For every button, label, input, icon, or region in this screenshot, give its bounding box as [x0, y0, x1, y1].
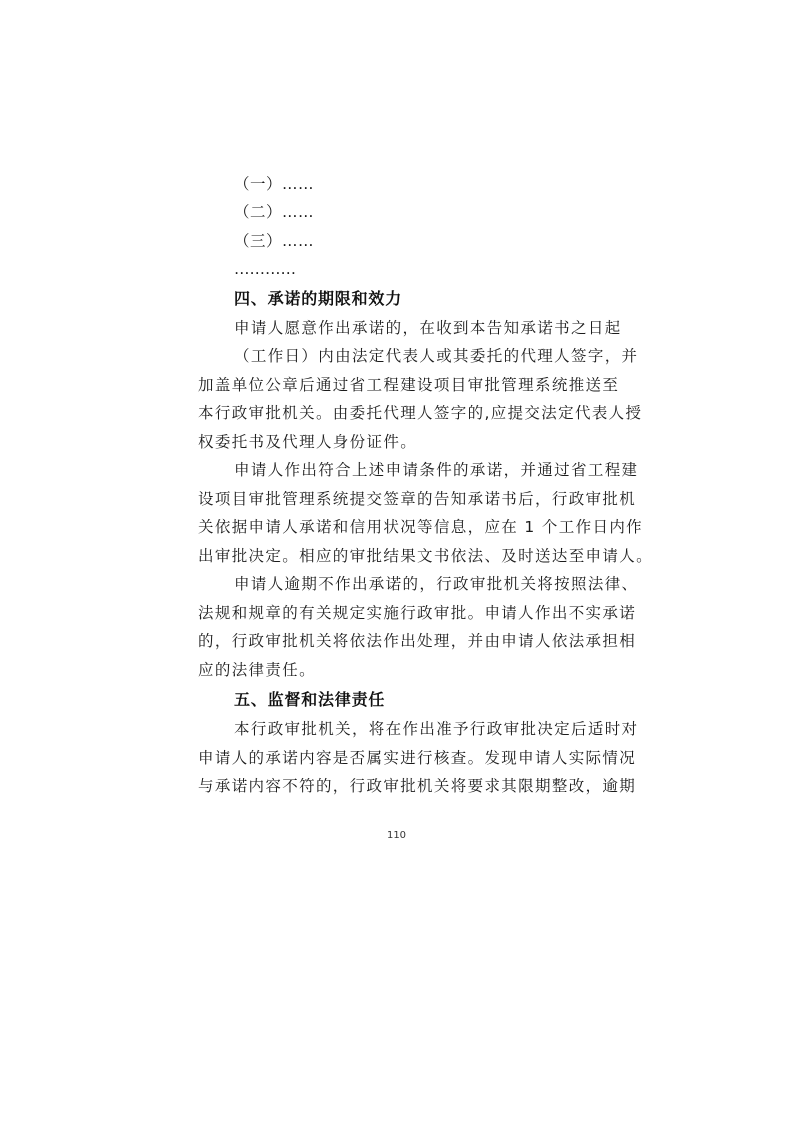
- paragraph-line: 申请人作出符合上述申请条件的承诺，并通过省工程建: [234, 461, 639, 479]
- paragraph-line: 权委托书及代理人身份证件。: [198, 433, 418, 451]
- paragraph-line: 设项目审批管理系统提交签章的告知承诺书后，行政审批机: [198, 490, 637, 508]
- section-heading-4: 四、承诺的期限和效力: [234, 289, 403, 308]
- paragraph-line: 关依据申请人承诺和信用状况等信息，应在 1 个工作日内作: [198, 518, 644, 536]
- paragraph-line: 申请人的承诺内容是否属实进行核查。发现申请人实际情况: [198, 749, 637, 767]
- paragraph-line: 申请人逾期不作出承诺的，行政审批机关将按照法律、: [234, 575, 639, 593]
- paragraph-line: 本行政审批机关，将在作出准予行政审批决定后适时对: [234, 720, 639, 738]
- paragraph-line: 法规和规章的有关规定实施行政审批。申请人作出不实承诺: [198, 604, 637, 622]
- list-item-3: （三）……: [234, 232, 315, 250]
- paragraph-line: 本行政审批机关。由委托代理人签字的,应提交法定代表人授: [198, 404, 643, 422]
- paragraph-line: 申请人愿意作出承诺的，在收到本告知承诺书之日起: [234, 319, 622, 337]
- list-item-1: （一）……: [234, 175, 315, 193]
- paragraph-line: 出审批决定。相应的审批结果文书依法、及时送达至申请人。: [198, 547, 653, 565]
- paragraph-line: 与承诺内容不符的，行政审批机关将要求其限期整改，逾期: [198, 777, 637, 795]
- paragraph-line: 应的法律责任。: [198, 661, 316, 679]
- paragraph-line: 加盖单位公章后通过省工程建设项目审批管理系统推送至: [198, 376, 620, 394]
- ellipsis-line: …………: [234, 260, 296, 278]
- paragraph-line: 的，行政审批机关将依法作出处理，并由申请人依法承担相: [198, 632, 637, 650]
- paragraph-line: （工作日）内由法定代表人或其委托的代理人签字，并: [234, 347, 639, 365]
- section-heading-5: 五、监督和法律责任: [234, 690, 386, 709]
- list-item-2: （二）……: [234, 203, 315, 221]
- page-number: 110: [386, 830, 407, 841]
